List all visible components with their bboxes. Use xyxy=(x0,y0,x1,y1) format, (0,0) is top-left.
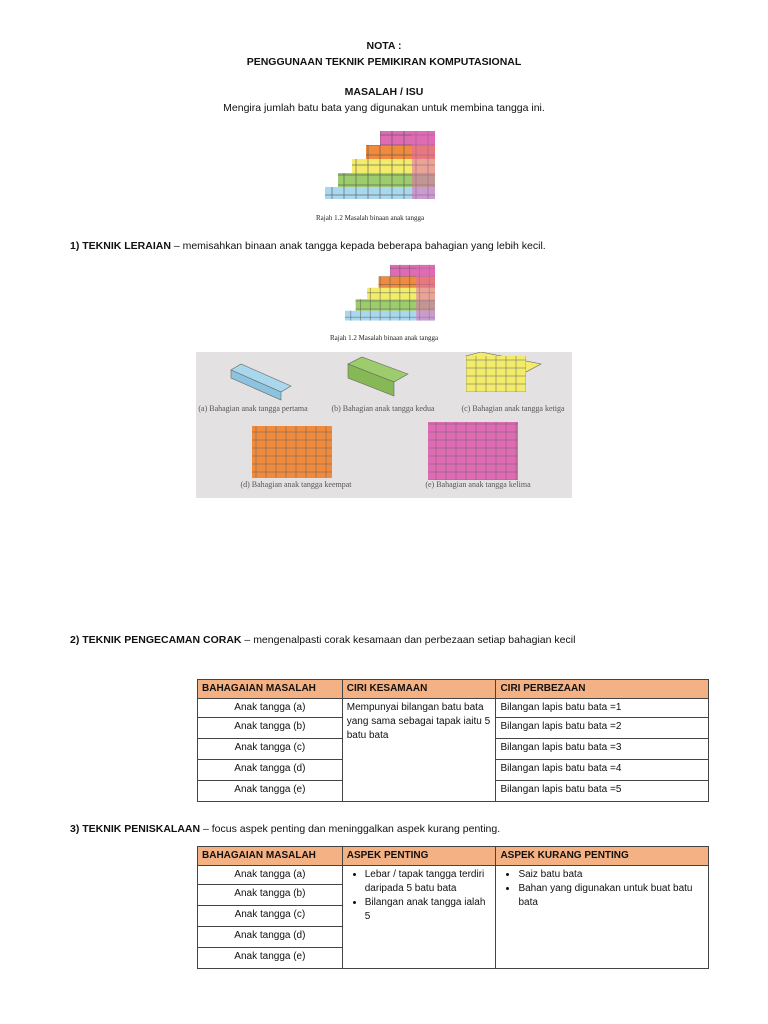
cell-perbezaan: Bilangan lapis batu bata =2 xyxy=(496,718,709,739)
cell-kurang-penting xyxy=(496,866,709,969)
section-text: – mengenalpasti corak kesamaan dan perbezaan setiap bahagian kecil xyxy=(241,634,576,646)
cell-kesamaan: Mempunyai bilangan batu bata yang sama sebagai tapak iaitu 5 batu bata xyxy=(342,699,496,802)
section-text: – focus aspek penting dan meninggalkan aspek kurang penting. xyxy=(200,823,501,835)
col-header-perbezaan: CIRI PERBEZAAN xyxy=(496,680,709,699)
cell-perbezaan: Bilangan lapis batu bata =5 xyxy=(496,781,709,802)
row-bahagian: Anak tangga (b) xyxy=(198,885,343,906)
section-peniskalaan xyxy=(70,823,500,835)
table-row xyxy=(198,866,709,885)
col-header-bahagian: BAHAGAIAN MASALAH xyxy=(198,680,343,699)
list-item: • Lebar / tapak tangga terdiri daripada 5 batu bata xyxy=(365,868,492,896)
row-bahagian: Anak tangga (d) xyxy=(198,760,343,781)
row-bahagian: Anak tangga (c) xyxy=(198,906,343,927)
section-leraian xyxy=(70,240,546,252)
row-bahagian: Anak tangga (e) xyxy=(198,948,343,969)
section-label: 1) TEKNIK LERAIAN xyxy=(70,240,171,252)
list-item: • Bahan yang digunakan untuk buat batu bata xyxy=(518,882,704,910)
row-bahagian: Anak tangga (b) xyxy=(198,718,343,739)
section-text: – memisahkan binaan anak tangga kepada beberapa bahagian yang lebih kecil. xyxy=(170,240,546,252)
col-header-bahagian: BAHAGAIAN MASALAH xyxy=(198,847,343,866)
masalah-text: Mengira jumlah batu bata yang digunakan untuk membina tangga ini. xyxy=(223,102,545,114)
staircase-figure xyxy=(320,125,440,213)
figure-caption-small: Rajah 1.2 Masalah binaan anak tangga xyxy=(330,334,439,342)
row-bahagian: Anak tangga (c) xyxy=(198,739,343,760)
table-row xyxy=(198,699,709,718)
cell-perbezaan: Bilangan lapis batu bata =4 xyxy=(496,760,709,781)
list-item: • Saiz batu bata xyxy=(518,868,704,882)
cell-perbezaan: Bilangan lapis batu bata =1 xyxy=(496,699,709,718)
part-a-bricks xyxy=(231,364,291,400)
part-label-d: (d) Bahagian anak tangga keempat xyxy=(240,480,352,489)
decomposition-photo xyxy=(196,352,572,498)
masalah-heading: MASALAH / ISU xyxy=(344,86,424,98)
row-bahagian: Anak tangga (a) xyxy=(198,866,343,885)
peniskalaan-table xyxy=(197,846,709,969)
staircase-figure-small xyxy=(340,260,440,332)
part-label-a: (a) Bahagian anak tangga pertama xyxy=(198,404,308,413)
part-e-bricks xyxy=(428,422,518,480)
penting-list xyxy=(347,868,492,924)
part-b-bricks xyxy=(348,357,408,396)
corak-table xyxy=(197,679,709,802)
table-header-row xyxy=(198,680,709,699)
section-label: 3) TEKNIK PENISKALAAN xyxy=(70,823,201,835)
part-label-b: (b) Bahagian anak tangga kedua xyxy=(331,404,435,413)
part-label-e: (e) Bahagian anak tangga kelima xyxy=(425,480,531,489)
nota-label: NOTA : xyxy=(366,40,402,52)
figure-caption: Rajah 1.2 Masalah binaan anak tangga xyxy=(316,214,425,222)
col-header-kesamaan: CIRI KESAMAAN xyxy=(342,680,496,699)
list-item: • Bilangan anak tangga ialah 5 xyxy=(365,896,492,924)
page-title: PENGGUNAAN TEKNIK PEMIKIRAN KOMPUTASIONAL xyxy=(246,56,522,68)
row-bahagian: Anak tangga (d) xyxy=(198,927,343,948)
part-d-bricks xyxy=(252,426,332,478)
kurang-penting-list xyxy=(500,868,704,910)
col-header-kurang-penting: ASPEK KURANG PENTING xyxy=(496,847,709,866)
table-header-row xyxy=(198,847,709,866)
cell-perbezaan: Bilangan lapis batu bata =3 xyxy=(496,739,709,760)
section-pengecaman-corak xyxy=(70,634,575,646)
part-label-c: (c) Bahagian anak tangga ketiga xyxy=(461,404,565,413)
cell-penting xyxy=(342,866,496,969)
part-c-bricks xyxy=(466,352,541,392)
section-label: 2) TEKNIK PENGECAMAN CORAK xyxy=(70,634,242,646)
row-bahagian: Anak tangga (e) xyxy=(198,781,343,802)
row-bahagian: Anak tangga (a) xyxy=(198,699,343,718)
col-header-penting: ASPEK PENTING xyxy=(342,847,496,866)
